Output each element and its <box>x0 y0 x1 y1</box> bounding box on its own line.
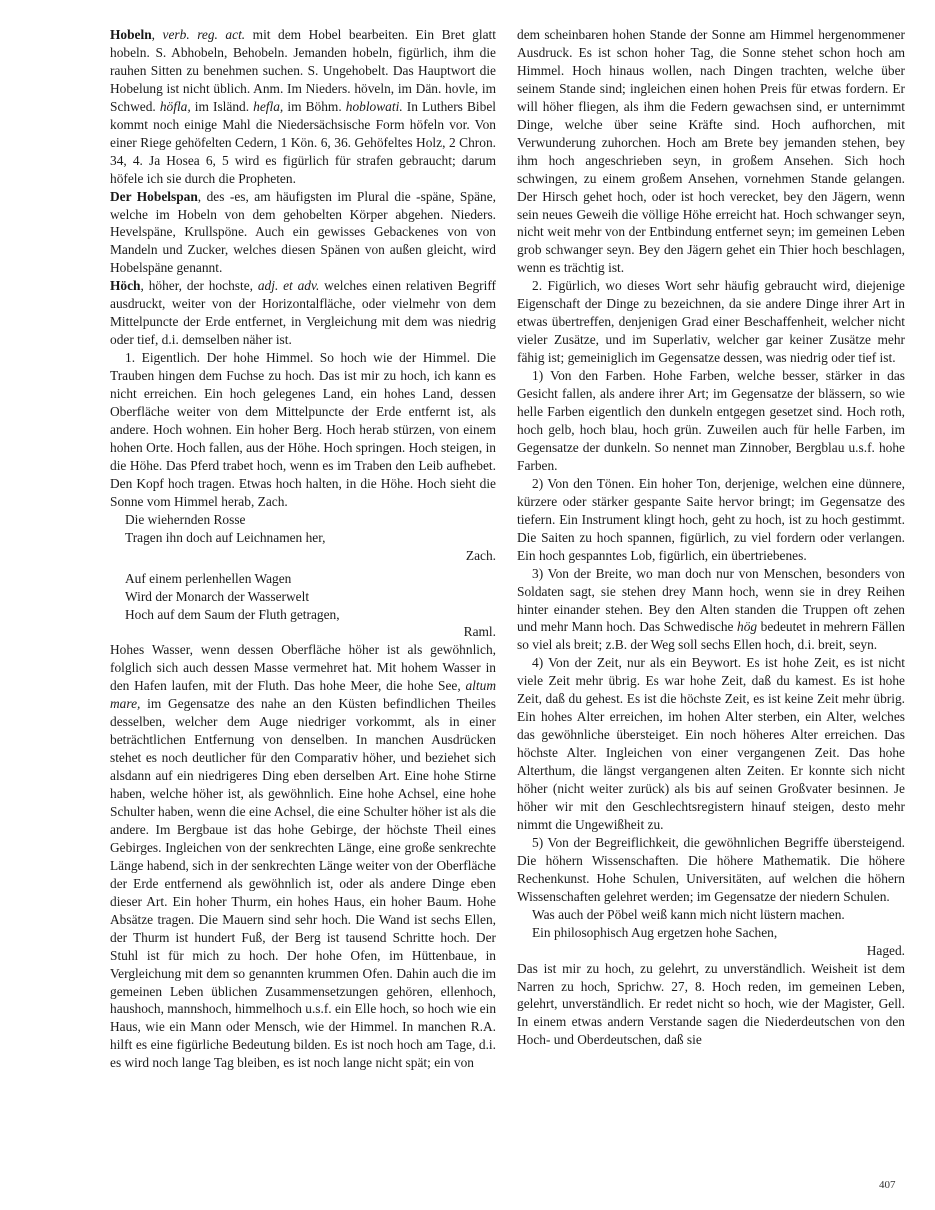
entry-hoch: Höch, höher, der hochste, adj. et adv. welches einen relativen Begriff ausdruckt, weiter von der Horizontalfläche, oder vielmehr von dem Mittelpuncte der Erde entfernet, in Vergleichung mit dem was niedrig oder tief, d.i. demselben näher ist. <box>110 278 496 348</box>
verse-line: Wird der Monarch der Wasserwelt <box>125 588 310 604</box>
sense-2: 2. Figürlich, wo dieses Wort sehr häufig gebraucht wird, diejenige Eigenschaft der Dinge zu bezeichnen, da sie andere Dinge ihrer Art in etwas übertreffen, denjenigen Grad einer Beschaffenheit, welcher nicht vieler Zusätze, und im Superlativ, welcher gar keiner Zusätze mehr fähig ist; gemeiniglich im Gegensatze dessen, was niedrig oder tief ist. <box>517 278 905 366</box>
subsense-1: 1) Von den Farben. Hohe Farben, welche besser, stärker in das Gesicht fallen, als andere ihrer Art; im Gegensatze der blässern, so wie helle Farben eigentlich den dunkeln entgegen gesetzet sind. Hoch roth, hoch gelb, hoch blau, hoch grün. Zuweilen auch für helle Farben, im Gegensatze der dunkeln. So nennet man Zinnober, Bergblau u.s.f. hohe Farben. <box>517 368 905 473</box>
verse-line: Hoch auf dem Saum der Fluth getragen, <box>125 606 340 622</box>
headword: Höch <box>110 278 141 294</box>
entry-hobelspan: Der Hobelspan, des -es, am häufigsten im Plural die -späne, Späne, welche im Hobeln von dem gehobelten Körper abgehen. Nieders. Hevelspäne, Krullspöne. Auch ein gewisses Gebackenes von von Mandeln und Zucker, welches diesen Spänen von außen gleicht, wird Hobelspäne genannt. <box>110 188 496 276</box>
headword: Hobeln <box>110 27 152 42</box>
left-column <box>110 26 496 1072</box>
paragraph: Das ist mir zu hoch, zu gelehrt, zu unverständlich. Weisheit ist dem Narren zu hoch, Sprichw. 27, 8. Hoch reden, im gemeinen Leben, gelehrt, unverständlich. Er redet nicht so hoch, wie der Magister, Gell. In einem etwas andern Verstande sagen die Niederdeutschen von den Hoch- und Oberdeutschen, daß sie <box>517 960 905 1048</box>
subsense-3: 3) Von der Breite, wo man doch nur von Menschen, besonders von Soldaten sagt, sie stehen drey Mann hoch, wenn sie in drey Reihen hinter einander stehen. Bey den Alten standen die Truppen oft zehen und mehr Mann hoch. Das Schwedische hög bedeutet in mehrern Fällen so viel als breit; z.B. der Weg soll sechs Ellen hoch, d.i. breit, seyn. <box>517 565 905 653</box>
verse-line: Auf einem perlenhellen Wagen <box>125 570 292 586</box>
entry-hobeln: Hobeln, verb. reg. act. mit dem Hobel bearbeiten. Ein Bret glatt hobeln. S. Abhobeln, Behobeln. Jemanden hobeln, figürlich, ihm die rauhen Sitten zu benehmen suchen. S. Ungehobelt. Das Hauptwort die Hobelung ist nicht üblich. Anm. Im Nieders. höveln, im Dän. hovle, im Schwed. höfla, im Isländ. hefla, im Böhm. hoblowati. In Luthers Bibel kommt noch einige Mahl die Niedersächsische Form höfeln vor. Von einer Riege gehöfelten Cedern, 1 Kön. 6, 36. Gehöfeltes Holz, 2 Chron. 34, 4. Ja Hosea 6, 5 wird es figürlich für strafen gebraucht; darum höfele ich sie durch die Propheten. <box>110 27 496 186</box>
paragraph: dem scheinbaren hohen Stande der Sonne am Himmel hergenommener Ausdruck. Es ist schon hoher Tag, die Sonne stehet schon hoch am Himmel. Hoch hinaus wollen, nach Dingen trachten, welche über seinem Stande sind; ingleichen einen hohen Preis für etwas fordern. Er will höher fliegen, als ihm die Federn gewachsen sind, er unternimmt Dinge, welche über seine Kräfte sind. Hoch aufhorchen, mit Verwunderung zuhorchen. Hoch am Brete bey jemanden stehen, bey ihm hoch angeschrieben seyn, in großem Ansehen. Sich hoch schwingen, zu einem großem Ansehen, vornehmen Stande gelangen. Der Hirsch gehet hoch, oder ist hoch verecket, bey den Jägern, wenn sein neues Geweih die völlige Höhe erreicht hat. Hoch schwanger seyn, nicht weit mehr von der Entbindung entfernet seyn; im gemeinen Leben grob schwanger seyn. Bey den Jägern gehet ein Thier hoch beschlagen, wenn es trächtig ist. <box>517 27 905 276</box>
verse-line: Was auch der Pöbel weiß kann mich nicht lüstern machen. <box>532 906 845 922</box>
verse-attribution: Raml. <box>463 624 496 640</box>
right-column <box>517 26 905 1049</box>
verse-line: Tragen ihn doch auf Leichnamen her, <box>125 529 326 545</box>
page-number: 407 <box>879 1179 896 1191</box>
subsense-5: 5) Von der Begreiflichkeit, die gewöhnlichen Begriffe übersteigend. Die höhern Wissenschaften. Die höhere Mathematik. Die höhere Rechenkunst. Hohe Schulen, Universitäten, auf welchen die höhern Wissenschaften gelehret werden; im Gegensatze der niedern Schulen. <box>517 834 905 904</box>
verse-attribution: Haged. <box>866 942 905 958</box>
paragraph: Hohes Wasser, wenn dessen Oberfläche höher ist als gewöhnlich, folglich sich auch dessen Masse vermehret hat. Mit hohem Wasser in den Hafen laufen, mit der Fluth. Das hohe Meer, die hohe See, altum mare, im Gegensatze des nahe an den Küsten befindlichen Theiles desselben, welcher dem Auge niedriger vorkommt, als in einer beträchtlichen Entfernung von denselben. In manchen Ausdrücken stehet es noch deutlicher für den Comparativ höher, und beziehet sich alsdann auf ein niedrigeres Ding eben derselben Art. Eine hohe Stirne haben, welche höher ist, als gewöhnlich. Eine hohe Achsel, eine hohe Schulter haben, wenn die eine Achsel, die eine Schulter höher ist als die andere. Im Bergbaue ist das hohe Gebirge, der höchste Theil eines Gebirges. Ingleichen von der senkrechten Länge, eine große senkrechte Länge habend, sich in der senkrechten Länge weiter von der Oberfläche der Erde entfernend als gewöhnlich ist, oder als andere Dinge eben dieser Art. Ein hoher Thurm, ein hohes Haus, ein hoher Baum. Hohe Absätze tragen. Die Mauern sind sehr hoch. Die Wand ist sechs Ellen, der Thurm ist hundert Fuß, der Berg ist tausend Schritte hoch. Der Stuhl ist für mich zu hoch. Der hohe Ofen, im Hüttenbaue, in Vergleichung mit dem so genannten krummen Ofen. Dahin auch die im gemeinen Leben üblichen Zusammensetzungen gehören, ellenhoch, haushoch, mannshoch, himmelhoch u.s.f. ein Elle hoch, so hoch wie ein Haus, wie ein Mann oder Mensch, wie der Himmel. In manchen R.A. hilft es eine figürliche Bedeutung bilden. Es ist noch hoch am Tage, d.i. es wird noch lange Tag bleiben, es ist noch lange nicht spät; ein von <box>110 642 497 1071</box>
grammar-label: verb. reg. act. <box>162 27 246 42</box>
subsense-2: 2) Von den Tönen. Ein hoher Ton, derjenige, welchen eine dünnere, kürzere oder stärker gespante Saite hervor bringt; im Gegensatze des tiefern. Ein Instrument klingt hoch, geht zu hoch, ist zu hoch gestimmt. Die Saiten zu hoch spannen, figürlich, zu viel fordern oder verlangen. Ein hoch gespanntes Lob, figürlich, ein übertriebenes. <box>517 475 905 563</box>
subsense-4: 4) Von der Zeit, nur als ein Beywort. Es ist hohe Zeit, es ist nicht viele Zeit mehr übrig. Es war hohe Zeit, daß du kamest. Es ist hohe Zeit, daß du gehest. Es ist die höchste Zeit, es ist keine Zeit mehr übrig. Ein hohes Alter erreichen, im hohen Alter sterben, ein Alter, welches das gewöhnliche übersteiget. Ein noch höheres Alter erreichen. Das höchste Alter. Ingleichen von einer vergangenen Zeit. Das hohe Alterthum, die längst vergangenen alten Zeiten. Er konnte sich nicht höher (nicht weiter zurück) als bis auf seinen Großvater besinnen. Je höher wir mit den Geschlechtsregistern hinauf steigen, desto mehr nimmt die Ungewißheit zu. <box>517 655 905 832</box>
verse-line: Die wiehernden Rosse <box>125 511 246 527</box>
verse-attribution: Zach. <box>465 547 496 563</box>
grammar-label: adj. et adv. <box>257 278 320 294</box>
headword: Der Hobelspan <box>110 188 198 204</box>
verse-line: Ein philosophisch Aug ergetzen hohe Sachen, <box>532 924 778 940</box>
sense-1: 1. Eigentlich. Der hohe Himmel. So hoch wie der Himmel. Die Trauben hingen dem Fuchse zu hoch. Das ist mir zu hoch, ich kann es nicht erreichen. Ein hoch gelegenes Land, ein hohes Land, dessen Oberfläche weiter von dem Mittelpuncte der Erde entfernt ist, als andere. Hoch wohnen. Ein hoher Berg. Hoch herab stürzen, von einem hohen Orte. Hoch fallen, aus der Höhe. Hoch springen. Hoch steigen, in die Höhe. Das Pferd trabet hoch, wenn es im Traben den Leib aufhebet. Den Kopf hoch tragen. Etwas hoch halten, in die Höhe. Hoch sieht die Sonne vom Himmel herab, Zach. <box>110 350 496 509</box>
